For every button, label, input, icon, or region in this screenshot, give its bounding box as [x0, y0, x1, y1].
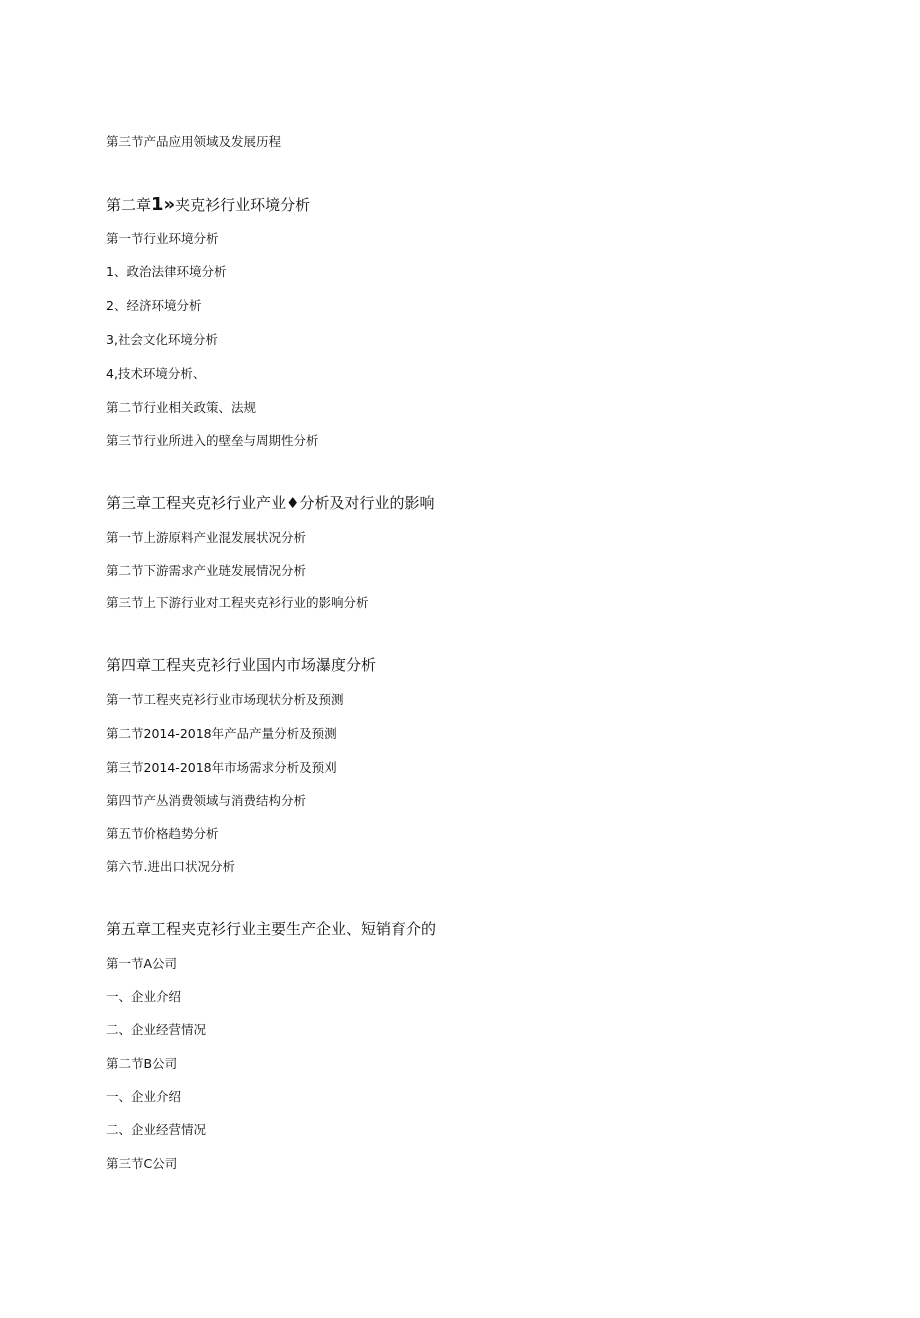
toc-section: 第一节A公司 [106, 956, 178, 971]
toc-item: 二、企业经营情况 [106, 1022, 207, 1037]
toc-section: 第二节2014-2018年产品产量分析及预测 [106, 726, 337, 741]
toc-section: 第五节价格趋势分析 [106, 826, 219, 841]
toc-item: 4,技术环境分析、 [106, 366, 206, 381]
toc-section: 第三节上下游行业对工程夹克衫行业的影响分析 [106, 595, 369, 610]
toc-section: 第二节B公司 [106, 1056, 178, 1071]
chapter-prefix: 第二章 [106, 196, 152, 214]
toc-item: 二、企业经营情况 [106, 1122, 207, 1137]
toc-section: 第三节产品应用领域及发展历程 [106, 134, 282, 149]
toc-item: 2、经济环境分析 [106, 298, 202, 313]
toc-section: 第三节行业所进入的壁垒与周期性分析 [106, 433, 319, 448]
toc-section: 第三节C公司 [106, 1156, 178, 1171]
toc-section: 第一节工程夹克衫行业市场现状分析及预测 [106, 692, 344, 707]
toc-chapter-heading [106, 196, 310, 214]
toc-section: 第一节上游原料产业混发展状况分析 [106, 530, 307, 545]
chapter-number: 1» [151, 194, 176, 215]
toc-section: 第二节行业相关政策、法规 [106, 400, 257, 415]
toc-chapter-heading: 第四章工程夹克衫行业国内市场瀑度分析 [106, 656, 377, 674]
toc-chapter-heading: 第三章工程夹克衫行业产业♦分析及对行业的影响 [106, 494, 435, 512]
toc-section: 第一节行业环境分析 [106, 231, 219, 246]
toc-section: 第三节2014-2018年市场需求分析及预刈 [106, 760, 337, 775]
chapter-title: 夹克衫行业环境分析 [175, 196, 311, 214]
toc-item: 1、政治法律环境分析 [106, 264, 227, 279]
toc-item: 一、企业介绍 [106, 1089, 182, 1104]
toc-section: 第四节产丛消费领域与消费结构分析 [106, 793, 307, 808]
toc-item: 3,社会文化环境分析 [106, 332, 218, 347]
toc-section: 第六节.进出口状况分析 [106, 859, 235, 874]
toc-section: 第二节下游需求产业琏发展情况分析 [106, 563, 307, 578]
toc-item: 一、企业介绍 [106, 989, 182, 1004]
toc-chapter-heading: 第五章工程夹克衫行业主要生产企业、短销育介的 [106, 920, 437, 938]
